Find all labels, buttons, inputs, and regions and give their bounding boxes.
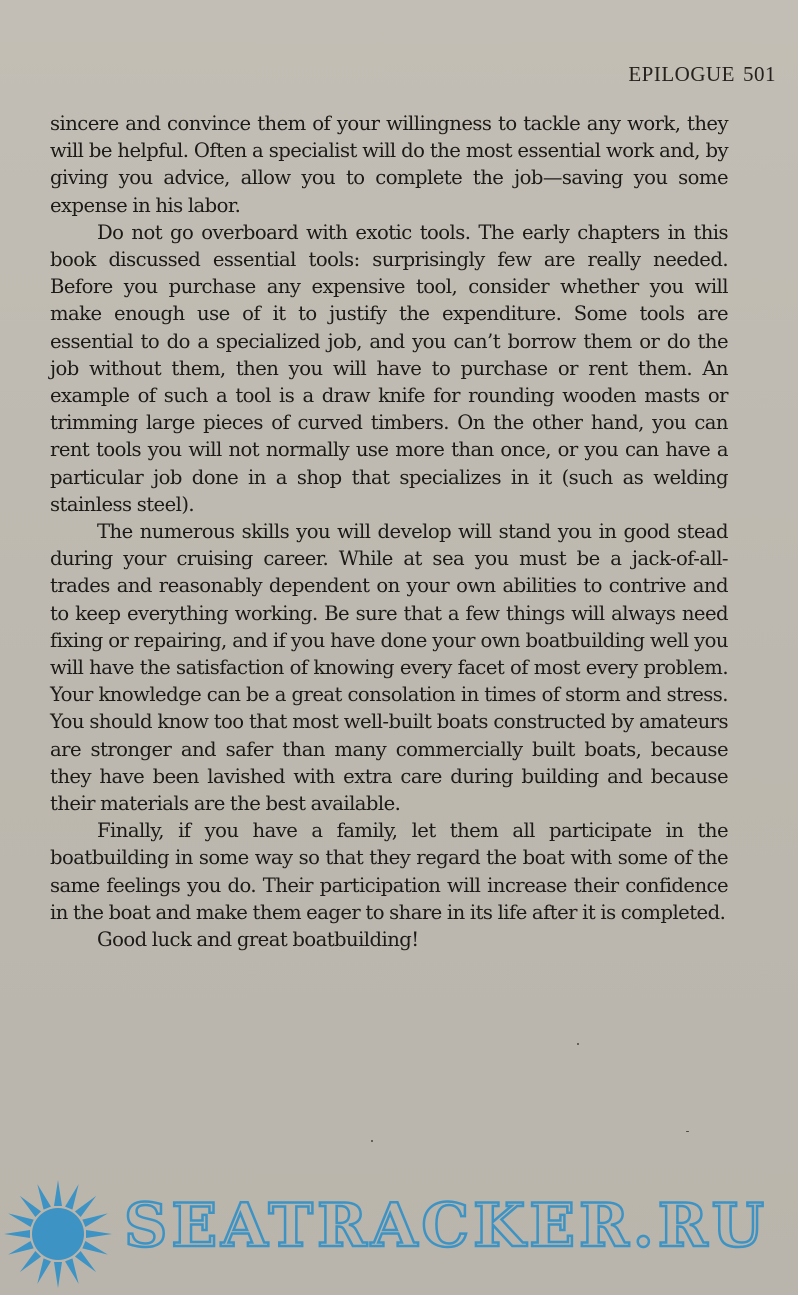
paragraph-family: Finally, if you have a family, let them all participate in the boatbuilding in some way so that they regard the boat with some of the same feelings you do. Their participation will increase their confidence in the boat and make them eager to share in its life after it is completed. — [50, 819, 728, 924]
paragraph-tools: Do not go overboard with exotic tools. The early chapters in this book discussed essential tools: surprisingly few are really needed. Before you purchase any expensive tool, consider whether you will make enough use of it to justify the expenditure. Some tools are essential to do a specialized job, and you can’t borrow them or do the job without them, then you will have to purchase or rent them. An example of such a tool is a draw knife for rounding wooden masts or trimming large pieces of curved timbers. On the other hand, you can rent tools you will not normally use more than once, or you can have a particular job done in a shop that specializes in it (such as welding stainless steel). — [50, 220, 728, 516]
sun-burst-icon — [0, 1178, 124, 1288]
paragraph-skills: The numerous skills you will develop will stand you in good stead during your cruising career. While at sea you must be a jack-of-all-trades and reasonably dependent on your own abilities to contrive and to keep everything working. Be sure that a few things will always need fixing or repairing, and if you have done your own boatbuilding well you will have the satisfaction of knowing every facet of most every problem. Your knowledge can be a great consolation in times of storm and stress. You should know too that most well-built boats constructed by amateurs are stronger and safer than many commercially built boats, because they have been lavished with extra care during building and because their materials are the best available. — [50, 520, 728, 816]
paper-speck — [371, 1140, 373, 1142]
paper-speck — [686, 1131, 689, 1132]
paragraph-continued: sincere and convince them of your willingness to tackle any work, they will be helpful. Often a specialist will do the most essential work and, by giving you advice, allow you to complete the job—saving you some expense in his labor. — [50, 112, 728, 217]
running-head — [628, 62, 776, 87]
paper-speck — [577, 1043, 579, 1045]
paragraph-closing: Good luck and great boatbuilding! — [97, 928, 419, 952]
body-text — [50, 110, 728, 953]
section-title: EPILOGUE — [628, 62, 735, 86]
watermark-text: SEATRACKER.RU — [124, 1191, 768, 1261]
watermark — [0, 1178, 798, 1288]
page-number: 501 — [743, 62, 776, 86]
